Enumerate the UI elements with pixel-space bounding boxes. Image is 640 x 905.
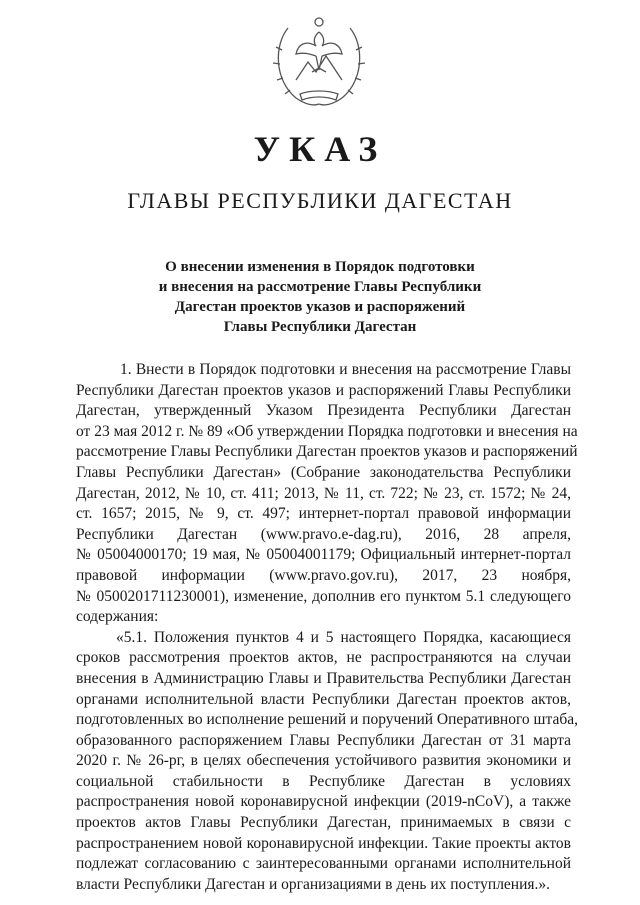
body-line: распространения новой коронавирусной инфекции (2019-nCoV), а также: [76, 793, 571, 811]
body-line: рассмотрение Главы Республики Дагестан проектов указов и распоряжений: [76, 443, 578, 461]
body-line: сроков рассмотрения проектов актов, не распространяются на случаи: [76, 649, 571, 667]
body-line: власти Республики Дагестан и организациями в день их поступления.».: [76, 875, 551, 893]
heading-line: Дагестан проектов указов и распоряжений: [174, 299, 466, 315]
heading-line: и внесения на рассмотрение Главы Республики: [158, 279, 482, 295]
coat-of-arms-emblem: [266, 10, 372, 112]
heading-line: О внесении изменения в Порядок подготовки: [165, 259, 475, 275]
body-line: 2020 г. № 26-рг, в целях обеспечения устойчивого развития экономики и: [76, 752, 571, 770]
body-line: распространением новой коронавирусной инфекции. Такие проекты актов: [76, 834, 571, 852]
body-line: внесения в Администрацию Главы и Правительства Республики Дагестан: [76, 669, 571, 687]
body-line: Республики Дагестан (www.pravo.e-dag.ru), 2016, 28 апреля,: [76, 525, 571, 543]
body-line: от 23 мая 2012 г. № 89 «Об утверждении Порядка подготовки и внесения на: [76, 422, 578, 440]
body-line: Главы Республики Дагестан» (Собрание законодательства Республики: [76, 463, 571, 481]
body-line: 1. Внести в Порядок подготовки и внесения на рассмотрение Главы: [120, 361, 571, 378]
body-line: Республики Дагестан проектов указов и распоряжений Главы Республики: [76, 381, 571, 399]
body-line: № 0500201711230001), изменение, дополнив его пунктом 5.1 следующего: [76, 587, 571, 605]
body-line: № 05004000170; 19 мая, № 05004001179; Официальный интернет-портал: [76, 546, 571, 564]
body-line: социальной стабильности в Республике Дагестан в условиях: [76, 772, 571, 790]
heading-line: Главы Республики Дагестан: [223, 319, 417, 335]
body-line: правовой информации (www.pravo.gov.ru), 2017, 23 ноября,: [76, 566, 571, 584]
decree-body: [76, 360, 578, 895]
body-line: Дагестан, 2012, № 10, ст. 411; 2013, № 11, ст. 722; № 23, ст. 1572; № 24,: [76, 484, 571, 502]
body-line: органами исполнительной власти Республики Дагестан проектов актов,: [76, 690, 571, 708]
body-line: подготовленных во исполнение решений и поручений Оперативного штаба,: [76, 711, 578, 729]
body-line: ст. 1657; 2015, № 9, ст. 497; интернет-портал правовой информации: [76, 505, 571, 523]
body-line: проектов актов Главы Республики Дагестан, принимаемых в связи с: [76, 814, 571, 832]
body-line: Дагестан, утвержденный Указом Президента Республики Дагестан: [76, 402, 571, 420]
body-line: подлежат согласованию с заинтересованными органами исполнительной: [76, 855, 571, 873]
document-subtitle: ГЛАВЫ РЕСПУБЛИКИ ДАГЕСТАН: [127, 188, 513, 213]
body-line: «5.1. Положения пунктов 4 и 5 настоящего Порядка, касающиеся: [116, 628, 571, 646]
body-line: содержания:: [76, 608, 159, 626]
decree-heading: [130, 257, 510, 337]
document-title: УКАЗ: [253, 129, 387, 169]
body-line: образованного распоряжением Главы Республики Дагестан от 31 марта: [76, 731, 571, 749]
